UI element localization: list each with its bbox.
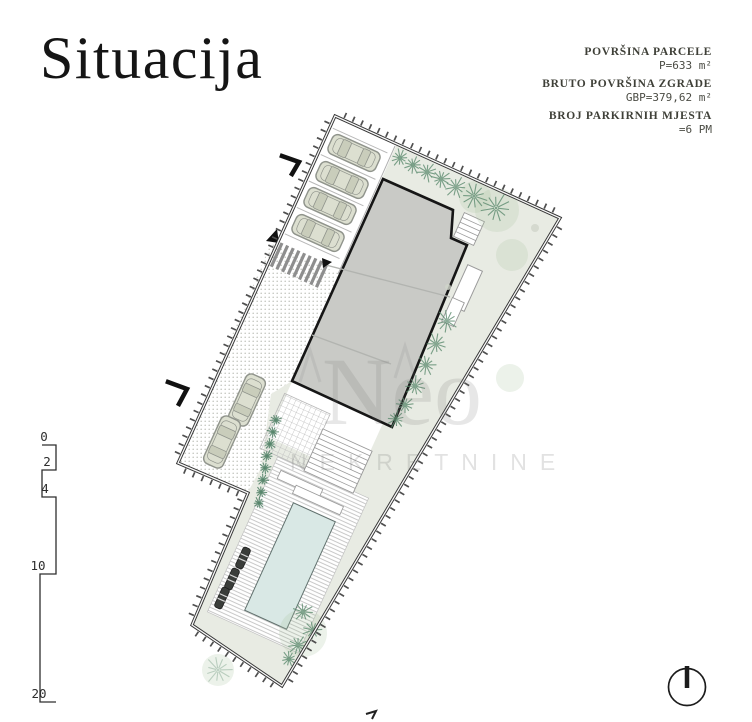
info-value-gbp: GBP=379,62 m² xyxy=(625,91,712,104)
tree-canopy-halo xyxy=(496,239,528,271)
entrance-arrow xyxy=(168,382,187,404)
info-value-parcel: P=633 m² xyxy=(659,59,712,72)
info-label-gbp: BRUTO POVRŠINA ZGRADE xyxy=(542,78,712,90)
info-panel xyxy=(542,46,712,142)
yard-dot xyxy=(531,224,539,232)
scale-label: 4 xyxy=(41,481,49,496)
page-title: Situacija xyxy=(40,25,264,91)
north-arrow-icon xyxy=(669,666,706,706)
info-label-parcel: POVRŠINA PARCELE xyxy=(584,46,712,58)
info-label-parking: BROJ PARKIRNIH MJESTA xyxy=(548,110,712,122)
info-group-parcel xyxy=(542,46,712,72)
bottom-crop-mark xyxy=(366,711,376,719)
scale-label: 20 xyxy=(31,686,47,701)
info-group-gbp xyxy=(542,78,712,104)
scale-bar xyxy=(30,429,56,702)
watermark-subtitle: NEKRETNINE xyxy=(290,449,569,475)
tree-canopy-halo xyxy=(496,364,524,392)
yard-dot xyxy=(445,284,451,290)
scale-label: 10 xyxy=(30,558,46,573)
scale-label: 2 xyxy=(43,454,51,469)
info-value-parking: =6 PM xyxy=(678,123,712,136)
info-group-parking xyxy=(542,110,712,136)
scale-label: 0 xyxy=(40,429,48,444)
entrance-arrow xyxy=(282,156,299,174)
